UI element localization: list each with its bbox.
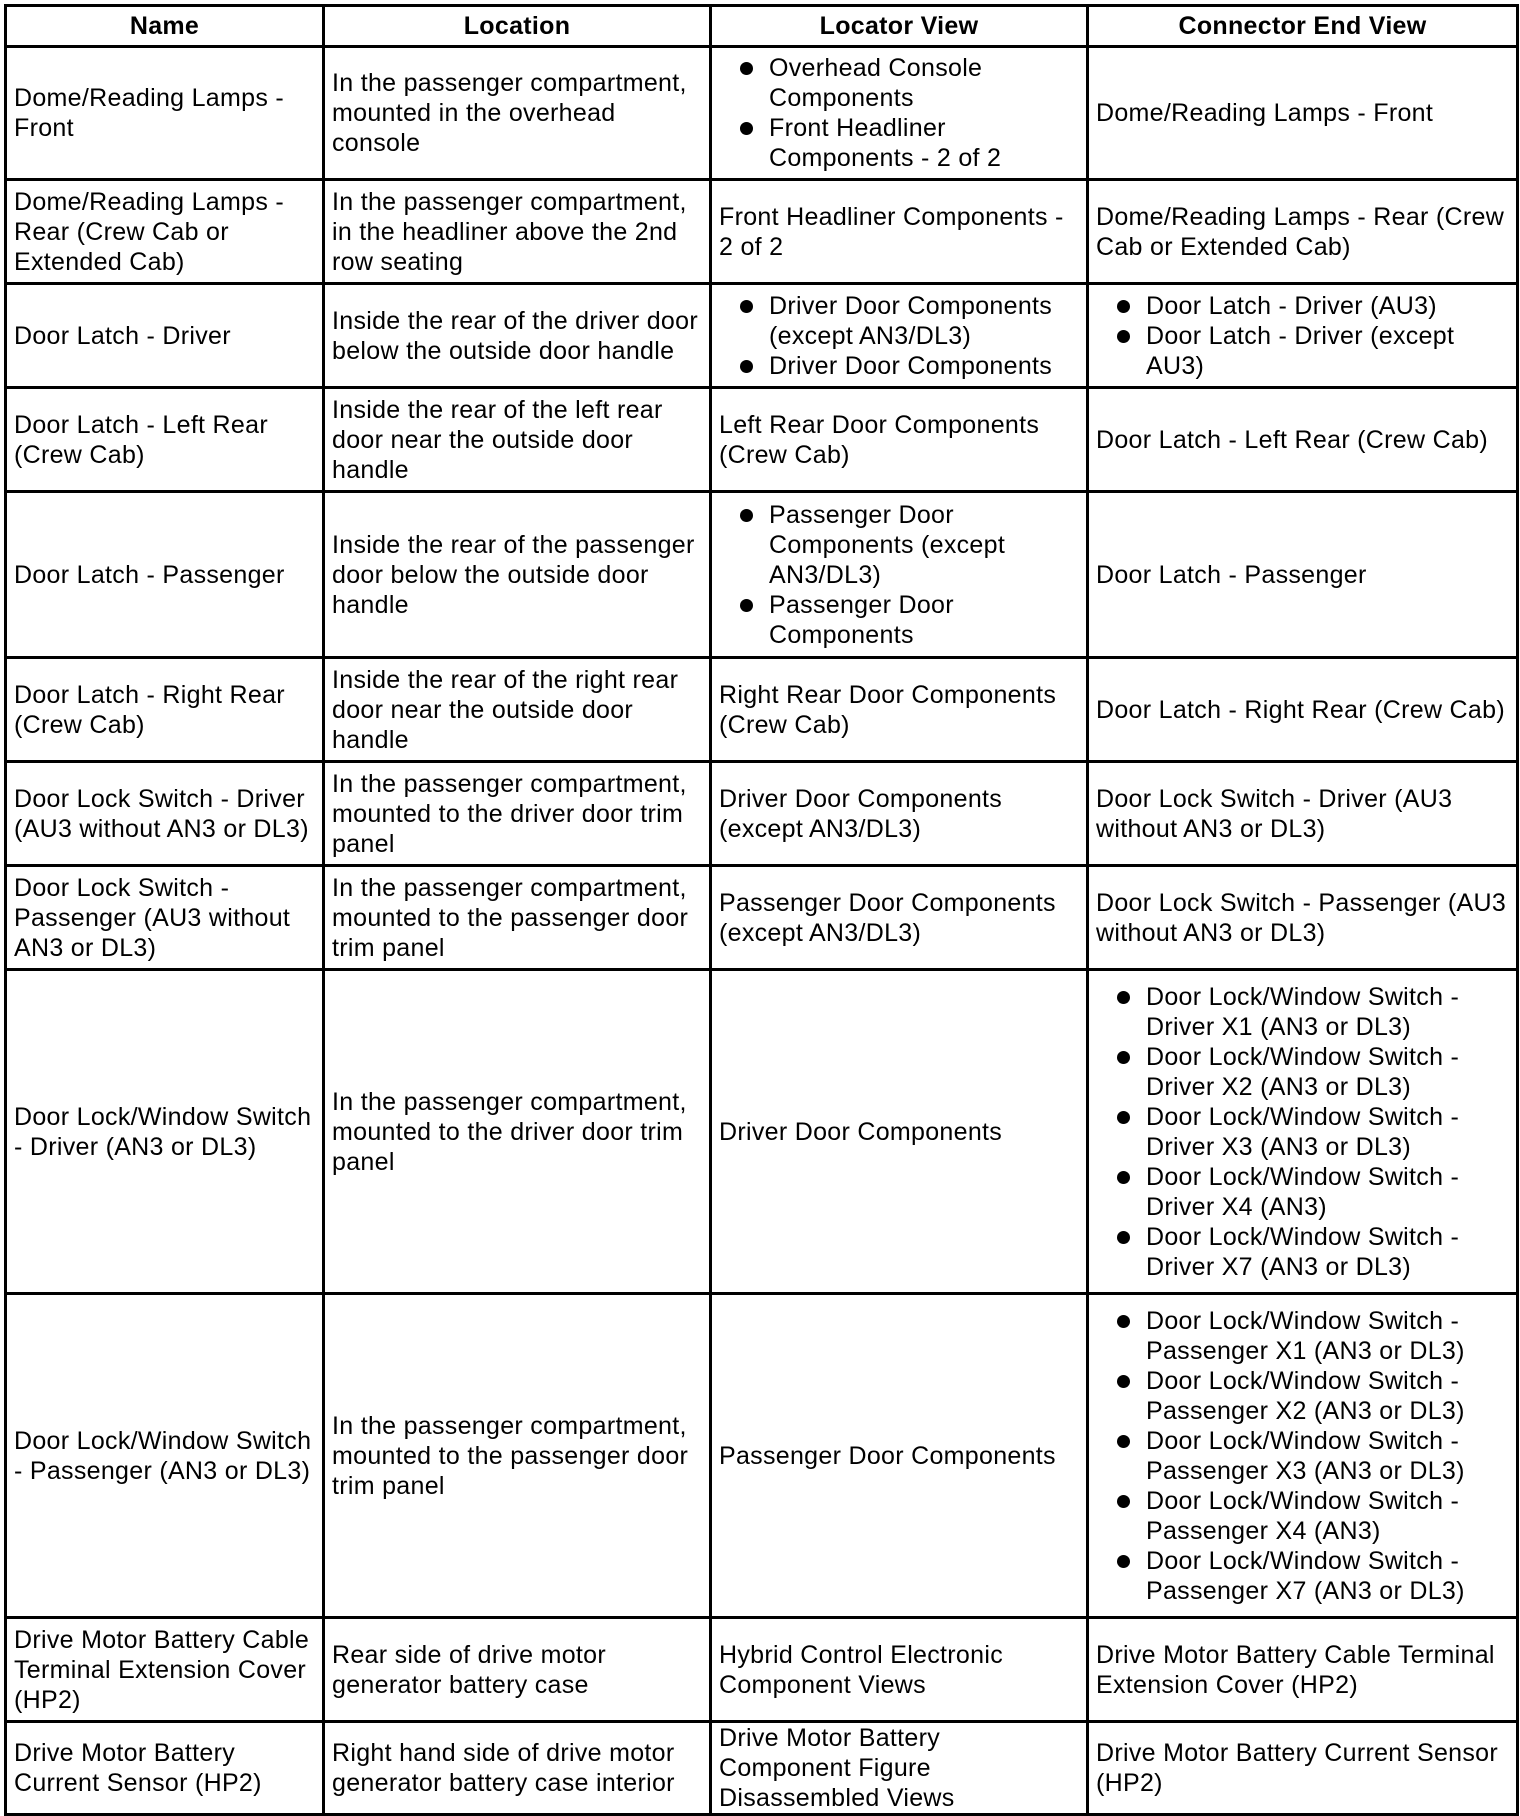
bullet-text: Door Lock/Window Switch - Driver X2 (AN3 or DL3) [1146,1042,1460,1101]
table-body [6,47,1518,1815]
cell-name: Door Latch - Left Rear (Crew Cab) [6,388,324,492]
cell-locator-view: Driver Door Components [711,970,1088,1294]
cell-connector-end-view: Door Latch - Passenger [1088,492,1518,658]
bullet-item [719,590,1079,650]
cell-locator-view: Hybrid Control Electronic Component Views [711,1618,1088,1722]
bullet-dot-icon [1117,1495,1130,1508]
header-row [6,6,1518,47]
bullet-item [1096,1546,1509,1606]
bullet-item [719,53,1079,113]
bullet-text: Door Lock/Window Switch - Passenger X1 (AN3 or DL3) [1146,1306,1465,1365]
cell-name: Drive Motor Battery Current Sensor (HP2) [6,1722,324,1815]
cell-connector-end-view [1088,970,1518,1294]
bullet-text: Door Lock/Window Switch - Passenger X4 (AN3) [1146,1486,1460,1545]
bullet-text: Passenger Door Components [769,590,954,649]
cell-locator-view [711,47,1088,180]
cell-name: Dome/Reading Lamps - Front [6,47,324,180]
bullet-text: Door Lock/Window Switch - Passenger X3 (AN3 or DL3) [1146,1426,1465,1485]
cell-locator-view: Right Rear Door Components (Crew Cab) [711,658,1088,762]
bullet-item [1096,321,1509,381]
cell-name: Door Lock Switch - Driver (AU3 without AN3 or DL3) [6,762,324,866]
bullet-item [1096,1222,1509,1282]
cell-location: Inside the rear of the passenger door below the outside door handle [324,492,711,658]
bullet-list [1096,982,1509,1282]
bullet-text: Door Latch - Driver (AU3) [1146,291,1437,320]
cell-location: Inside the rear of the driver door below the outside door handle [324,284,711,388]
bullet-dot-icon [1117,1435,1130,1448]
cell-name: Dome/Reading Lamps - Rear (Crew Cab or Extended Cab) [6,180,324,284]
bullet-text: Door Lock/Window Switch - Passenger X2 (AN3 or DL3) [1146,1366,1465,1425]
bullet-dot-icon [1117,1111,1130,1124]
table-row [6,180,1518,284]
bullet-dot-icon [740,300,753,313]
bullet-text: Door Lock/Window Switch - Driver X4 (AN3) [1146,1162,1460,1221]
bullet-text: Overhead Console Components [769,54,983,112]
cell-location: Right hand side of drive motor generator battery case interior [324,1722,711,1815]
bullet-dot-icon [1117,1051,1130,1064]
header-location: Location [324,6,711,47]
cell-location: In the passenger compartment, mounted to the driver door trim panel [324,970,711,1294]
bullet-item [1096,1306,1509,1366]
cell-location: Inside the rear of the right rear door near the outside door handle [324,658,711,762]
bullet-text: Door Latch - Driver (except AU3) [1146,321,1455,380]
bullet-text: Door Lock/Window Switch - Driver X3 (AN3 or DL3) [1146,1102,1460,1161]
bullet-text: Passenger Door Components (except AN3/DL3) [769,500,1006,589]
bullet-text: Door Lock/Window Switch - Driver X1 (AN3 or DL3) [1146,982,1460,1041]
table-row [6,388,1518,492]
cell-locator-view: Driver Door Components (except AN3/DL3) [711,762,1088,866]
cell-connector-end-view: Door Latch - Left Rear (Crew Cab) [1088,388,1518,492]
cell-connector-end-view: Dome/Reading Lamps - Rear (Crew Cab or Extended Cab) [1088,180,1518,284]
component-locator-table [4,4,1519,1816]
bullet-item [1096,1042,1509,1102]
cell-location: In the passenger compartment, in the headliner above the 2nd row seating [324,180,711,284]
cell-location: In the passenger compartment, mounted to the passenger door trim panel [324,866,711,970]
bullet-text: Door Lock/Window Switch - Passenger X7 (AN3 or DL3) [1146,1546,1465,1605]
bullet-dot-icon [740,599,753,612]
bullet-item [1096,1162,1509,1222]
bullet-dot-icon [1117,330,1130,343]
bullet-item [1096,982,1509,1042]
cell-locator-view: Passenger Door Components (except AN3/DL3) [711,866,1088,970]
bullet-dot-icon [740,62,753,75]
cell-location: In the passenger compartment, mounted in the overhead console [324,47,711,180]
bullet-dot-icon [1117,1231,1130,1244]
cell-location: In the passenger compartment, mounted to the driver door trim panel [324,762,711,866]
bullet-item [1096,1366,1509,1426]
bullet-text: Driver Door Components [769,351,1053,380]
bullet-dot-icon [1117,1171,1130,1184]
bullet-dot-icon [1117,1315,1130,1328]
cell-connector-end-view: Door Lock Switch - Driver (AU3 without AN3 or DL3) [1088,762,1518,866]
bullet-item [719,291,1079,351]
table-row [6,1294,1518,1618]
cell-connector-end-view [1088,284,1518,388]
table-row [6,866,1518,970]
table-row [6,1722,1518,1815]
header-connector-end-view: Connector End View [1088,6,1518,47]
bullet-item [719,500,1079,590]
bullet-list [719,53,1079,173]
cell-name: Door Latch - Right Rear (Crew Cab) [6,658,324,762]
bullet-text: Front Headliner Components - 2 of 2 [769,114,1002,172]
table-row [6,970,1518,1294]
bullet-item [1096,291,1509,321]
bullet-item [719,113,1079,173]
bullet-list [719,291,1079,381]
cell-name: Door Latch - Passenger [6,492,324,658]
bullet-item [1096,1486,1509,1546]
bullet-dot-icon [740,122,753,135]
bullet-item [1096,1426,1509,1486]
cell-location: Rear side of drive motor generator battery case [324,1618,711,1722]
bullet-list [1096,291,1509,381]
cell-locator-view [711,284,1088,388]
cell-connector-end-view: Drive Motor Battery Current Sensor (HP2) [1088,1722,1518,1815]
cell-connector-end-view: Dome/Reading Lamps - Front [1088,47,1518,180]
bullet-list [1096,1306,1509,1606]
table-row [6,47,1518,180]
cell-connector-end-view: Drive Motor Battery Cable Terminal Extension Cover (HP2) [1088,1618,1518,1722]
header-locator-view: Locator View [711,6,1088,47]
table-row [6,284,1518,388]
bullet-dot-icon [1117,1555,1130,1568]
bullet-item [719,351,1079,381]
cell-connector-end-view: Door Lock Switch - Passenger (AU3 without AN3 or DL3) [1088,866,1518,970]
cell-connector-end-view: Door Latch - Right Rear (Crew Cab) [1088,658,1518,762]
cell-name: Door Lock Switch - Passenger (AU3 without AN3 or DL3) [6,866,324,970]
table-row [6,492,1518,658]
table-row [6,1618,1518,1722]
bullet-dot-icon [1117,300,1130,313]
table-row [6,658,1518,762]
cell-location: In the passenger compartment, mounted to the passenger door trim panel [324,1294,711,1618]
bullet-list [719,500,1079,650]
bullet-dot-icon [740,360,753,373]
bullet-text: Driver Door Components (except AN3/DL3) [769,291,1053,350]
component-locator-table-container [4,4,1519,1816]
cell-locator-view: Left Rear Door Components (Crew Cab) [711,388,1088,492]
cell-name: Door Latch - Driver [6,284,324,388]
cell-name: Door Lock/Window Switch - Driver (AN3 or DL3) [6,970,324,1294]
bullet-dot-icon [1117,991,1130,1004]
cell-locator-view [711,492,1088,658]
cell-connector-end-view [1088,1294,1518,1618]
cell-locator-view: Front Headliner Components - 2 of 2 [711,180,1088,284]
cell-name: Drive Motor Battery Cable Terminal Extension Cover (HP2) [6,1618,324,1722]
cell-locator-view: Drive Motor Battery Component Figure Disassembled Views [711,1722,1088,1815]
cell-locator-view: Passenger Door Components [711,1294,1088,1618]
bullet-text: Door Lock/Window Switch - Driver X7 (AN3 or DL3) [1146,1222,1460,1281]
bullet-dot-icon [740,509,753,522]
bullet-item [1096,1102,1509,1162]
cell-location: Inside the rear of the left rear door near the outside door handle [324,388,711,492]
cell-name: Door Lock/Window Switch - Passenger (AN3 or DL3) [6,1294,324,1618]
table-row [6,762,1518,866]
bullet-dot-icon [1117,1375,1130,1388]
header-name: Name [6,6,324,47]
